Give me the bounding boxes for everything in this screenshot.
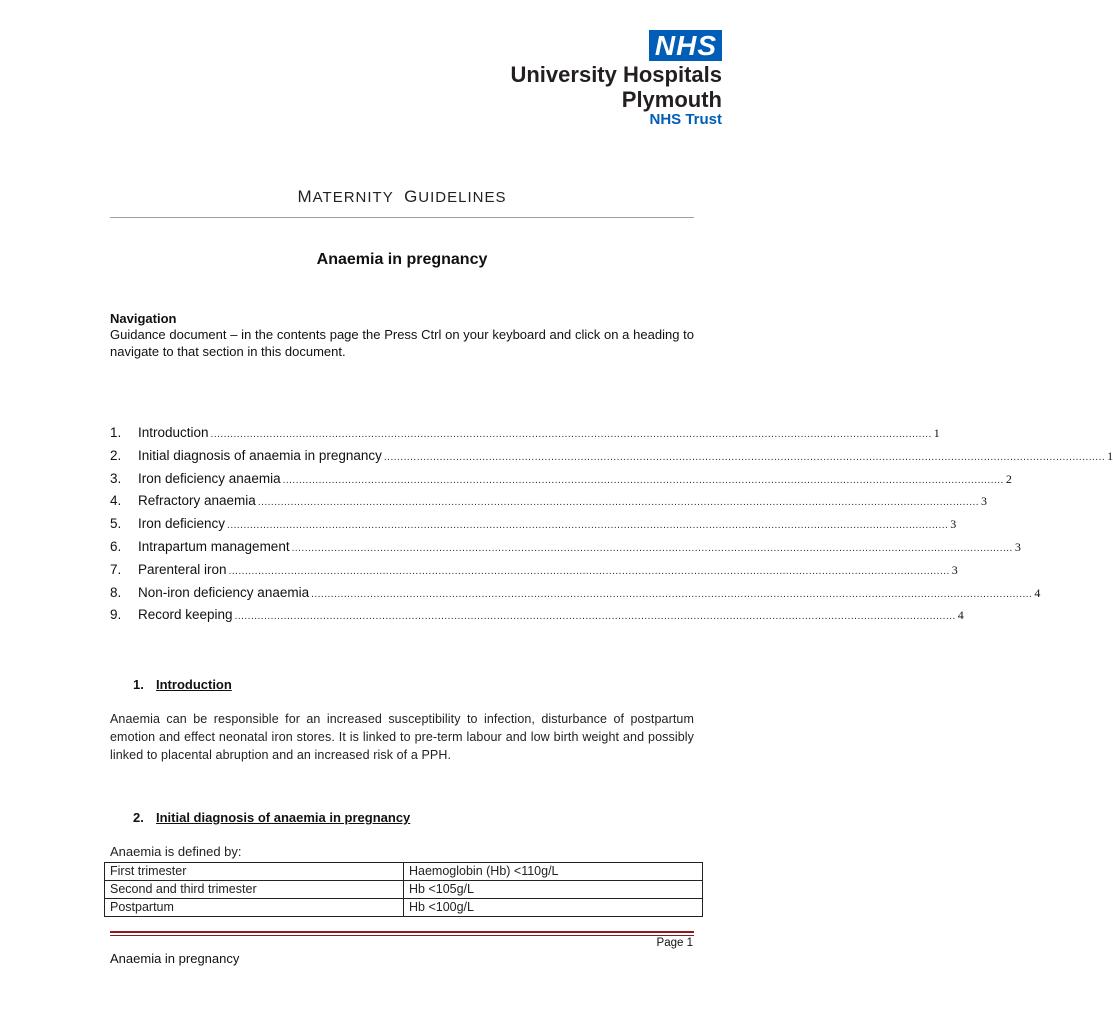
- section-title: Introduction: [156, 677, 232, 692]
- toc-entry-number: 5.: [110, 516, 122, 532]
- series-rest-1: ATERNITY: [312, 189, 394, 206]
- toc-entry-page: 2: [1005, 471, 1012, 486]
- section-heading-introduction[interactable]: [133, 677, 232, 692]
- toc-entry-label[interactable]: Iron deficiency: [138, 516, 226, 532]
- toc-entry-label[interactable]: Iron deficiency anaemia: [138, 470, 281, 486]
- toc-entry[interactable]: [110, 584, 1041, 608]
- toc-entry[interactable]: [110, 447, 1113, 471]
- toc-entry[interactable]: [110, 516, 957, 539]
- toc-dot-leader: ............................................................................................................................................................................................................................: [257, 497, 980, 509]
- series-rest-2: UIDELINES: [418, 189, 507, 206]
- footer-divider: [110, 931, 694, 933]
- anaemia-definition-table: [104, 862, 703, 917]
- table-cell: Hb <105g/L: [404, 881, 703, 899]
- toc-entry[interactable]: [110, 538, 1021, 562]
- toc-entry-label[interactable]: Refractory anaemia: [138, 493, 256, 509]
- table-row: [105, 863, 703, 881]
- toc-entry-label[interactable]: Non-iron deficiency anaemia: [138, 584, 310, 600]
- nhs-badge: NHS: [649, 30, 722, 61]
- toc-entry-number: 8.: [110, 584, 122, 600]
- toc-entry-page: 3: [951, 562, 958, 577]
- toc-entry-page: 1: [1107, 448, 1113, 463]
- toc-entry[interactable]: [110, 607, 964, 630]
- toc-dot-leader: ............................................................................................................................................................................................................................: [282, 474, 1004, 486]
- section-heading-diagnosis[interactable]: [133, 810, 410, 825]
- toc-entry-number: 9.: [110, 607, 122, 623]
- toc-entry-page: 1: [933, 426, 940, 440]
- toc-dot-leader: ............................................................................................................................................................................................................................: [227, 520, 949, 532]
- toc-entry-page: 4: [1034, 585, 1041, 600]
- toc-entry-number: 3.: [110, 470, 122, 486]
- section-number: 2.: [133, 810, 144, 825]
- definition-caption: Anaemia is defined by:: [110, 844, 242, 859]
- nhs-logo: [462, 30, 722, 129]
- toc-dot-leader: ............................................................................................................................................................................................................................: [311, 588, 1033, 600]
- toc-entry-label[interactable]: Parenteral iron: [138, 561, 227, 577]
- footer-document-title: Anaemia in pregnancy: [110, 951, 240, 966]
- toc-entry-page: 3: [950, 517, 957, 532]
- header-divider: [110, 217, 694, 218]
- toc-entry-page: 4: [957, 608, 964, 623]
- toc-entry[interactable]: [110, 493, 988, 516]
- toc-dot-leader: ............................................................................................................................................................................................................................: [234, 611, 956, 623]
- toc-entry-label[interactable]: Initial diagnosis of anaemia in pregnancy: [138, 447, 382, 463]
- toc-entry-number: 6.: [110, 538, 122, 554]
- toc-dot-leader: ............................................................................................................................................................................................................................: [228, 565, 950, 577]
- toc-entry-number: 7.: [110, 561, 122, 577]
- table-cell: Second and third trimester: [105, 881, 404, 899]
- section-title: Initial diagnosis of anaemia in pregnancy: [156, 810, 411, 825]
- toc-entry-number: 4.: [110, 493, 122, 509]
- footer-divider-thin: [110, 935, 694, 936]
- toc-entry[interactable]: [110, 425, 940, 448]
- toc-entry-label[interactable]: Intrapartum management: [138, 538, 290, 554]
- navigation-text: Guidance document – in the contents page the Press Ctrl on your keyboard and click on a heading to navigate to that section in this document.: [110, 327, 694, 359]
- navigation-heading: Navigation: [110, 311, 177, 326]
- toc-dot-leader: ............................................................................................................................................................................................................................: [210, 429, 932, 440]
- introduction-paragraph: Anaemia can be responsible for an increased susceptibility to infection, disturbance of postpartum emotion and effect neonatal iron stores. It is linked to pre-term labour and low birth weight and possibly linked to placental abruption and an increased risk of a PPH.: [110, 712, 694, 762]
- toc-dot-leader: ............................................................................................................................................................................................................................: [291, 542, 1013, 554]
- table-row: [105, 899, 703, 917]
- org-name-line1: University Hospitals: [510, 62, 722, 87]
- toc-entry-page: 3: [981, 494, 988, 509]
- toc-entry[interactable]: [110, 470, 1012, 494]
- toc-entry-label[interactable]: Introduction: [138, 425, 209, 440]
- series-initial-1: M: [297, 187, 313, 206]
- toc-entry[interactable]: [110, 561, 958, 585]
- document-series: [110, 187, 694, 207]
- trust-name: NHS Trust: [649, 111, 722, 128]
- table-cell: Hb <100g/L: [404, 899, 703, 917]
- toc-entry-number: 1.: [110, 425, 122, 440]
- table-cell: Haemoglobin (Hb) <110g/L: [404, 863, 703, 881]
- page-title: Anaemia in pregnancy: [316, 251, 488, 268]
- toc-dot-leader: ............................................................................................................................................................................................................................: [383, 451, 1106, 463]
- series-initial-2: G: [404, 187, 419, 206]
- table-cell: First trimester: [105, 863, 404, 881]
- toc-entry-label[interactable]: Record keeping: [138, 607, 233, 623]
- table-of-contents: [110, 425, 1113, 630]
- org-name-line2: Plymouth: [621, 87, 722, 112]
- table-cell: Postpartum: [105, 899, 404, 917]
- toc-entry-number: 2.: [110, 447, 122, 463]
- page-number: Page 1: [656, 937, 693, 949]
- toc-entry-page: 3: [1014, 539, 1021, 554]
- table-row: [105, 881, 703, 899]
- section-number: 1.: [133, 677, 144, 692]
